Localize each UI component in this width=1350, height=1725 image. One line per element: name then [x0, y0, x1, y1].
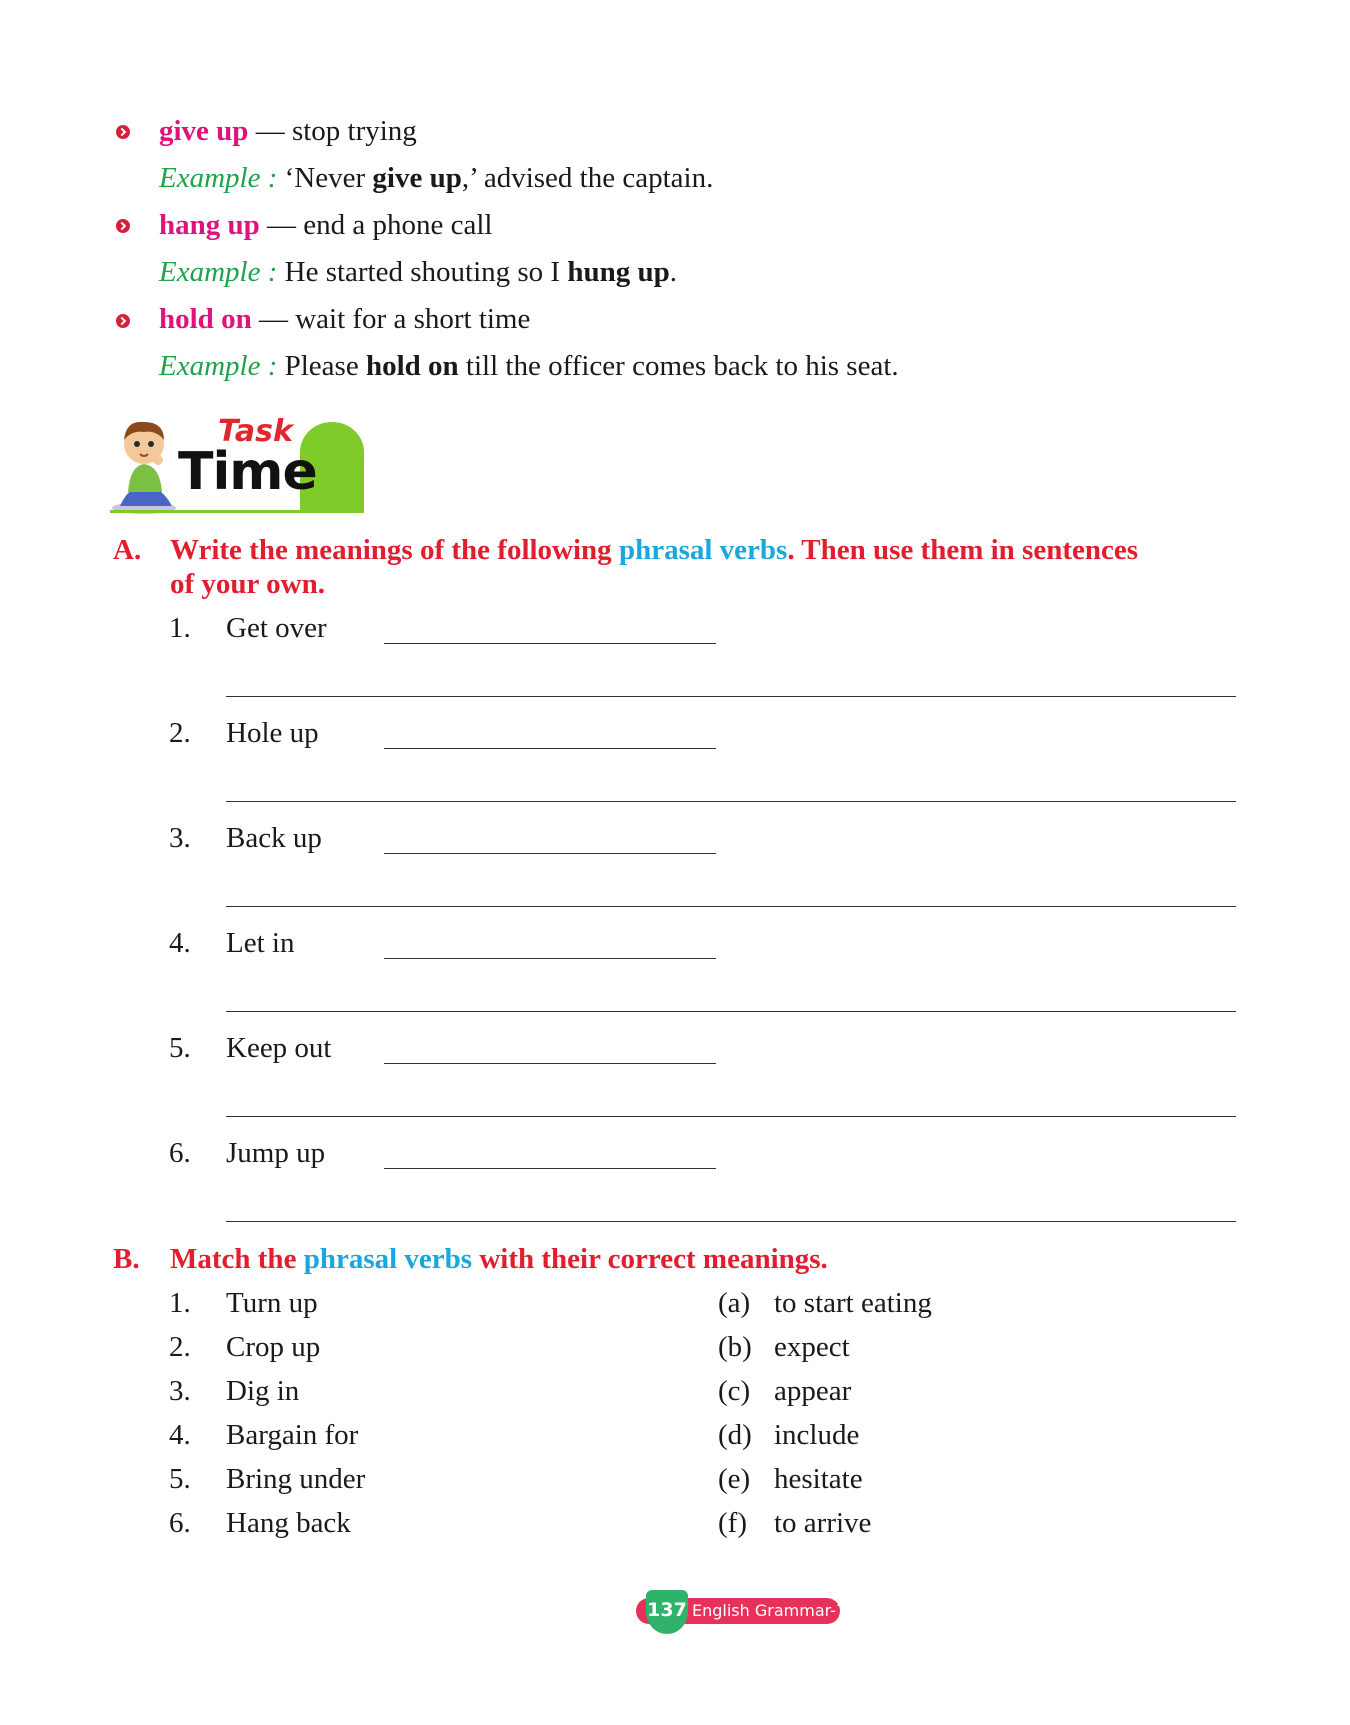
match-verb: Bring under	[226, 1463, 366, 1495]
item-text: Let in	[226, 927, 295, 959]
match-meaning: expect	[774, 1331, 850, 1363]
sentence-blank[interactable]	[226, 801, 1236, 802]
bullet-icon	[116, 314, 130, 328]
match-meaning: hesitate	[774, 1463, 863, 1495]
match-meaning: to start eating	[774, 1287, 932, 1319]
section-heading: Write the meanings of the following phrasal verbs. Then use them in sentences	[170, 534, 1139, 566]
example-line: Example : He started shouting so I hung up.	[159, 256, 677, 288]
sentence-blank[interactable]	[226, 1116, 1236, 1117]
phrasal-term: give up	[159, 115, 249, 147]
match-verb: Hang back	[226, 1507, 351, 1539]
meaning-blank[interactable]	[384, 1063, 716, 1064]
sentence-blank[interactable]	[226, 906, 1236, 907]
meaning-text: end a phone call	[303, 209, 493, 241]
item-text: Jump up	[226, 1137, 326, 1169]
section-heading: Match the phrasal verbs with their correct meanings.	[170, 1243, 828, 1275]
match-verb: Turn up	[226, 1287, 318, 1319]
match-verb: Bargain for	[226, 1419, 359, 1451]
book-title: English Grammar-7	[692, 1601, 847, 1620]
meaning-blank[interactable]	[384, 958, 716, 959]
bullet-icon	[116, 125, 130, 139]
item-text: Hole up	[226, 717, 319, 749]
item-text: Get over	[226, 612, 327, 644]
example-label: Example :	[159, 256, 278, 288]
meaning-text: stop trying	[291, 115, 417, 147]
example-line: Example : ‘Never give up,’ advised the captain.	[159, 162, 714, 194]
definition-line: hold on — wait for a short time	[159, 303, 531, 335]
section-letter: B.	[113, 1243, 140, 1275]
task-time-banner	[110, 412, 370, 516]
match-meaning: to arrive	[774, 1507, 872, 1539]
page-number: 137	[646, 1590, 688, 1634]
example-label: Example :	[159, 350, 278, 382]
phrasal-term: hold on	[159, 303, 252, 335]
section-heading-line2: of your own.	[170, 568, 325, 600]
meaning-blank[interactable]	[384, 748, 716, 749]
example-line: Example : Please hold on till the officer comes back to his seat.	[159, 350, 899, 382]
banner-time-text: Time	[178, 442, 317, 502]
example-label: Example :	[159, 162, 278, 194]
match-meaning: appear	[774, 1375, 852, 1407]
boy-mascot-icon	[110, 414, 180, 514]
sentence-blank[interactable]	[226, 1011, 1236, 1012]
match-verb: Crop up	[226, 1331, 321, 1363]
definition-line: give up — stop trying	[159, 115, 417, 147]
banner-underline	[110, 510, 364, 513]
meaning-blank[interactable]	[384, 643, 716, 644]
meaning-blank[interactable]	[384, 1168, 716, 1169]
item-text: Keep out	[226, 1032, 332, 1064]
definition-line: hang up — end a phone call	[159, 209, 493, 241]
meaning-blank[interactable]	[384, 853, 716, 854]
sentence-blank[interactable]	[226, 696, 1236, 697]
banner-task-text: Task	[218, 414, 293, 449]
match-meaning: include	[774, 1419, 860, 1451]
phrasal-term: hang up	[159, 209, 260, 241]
match-verb: Dig in	[226, 1375, 300, 1407]
sentence-blank[interactable]	[226, 1221, 1236, 1222]
meaning-text: wait for a short time	[295, 303, 531, 335]
section-letter: A.	[113, 534, 142, 566]
bullet-icon	[116, 219, 130, 233]
item-text: Back up	[226, 822, 322, 854]
